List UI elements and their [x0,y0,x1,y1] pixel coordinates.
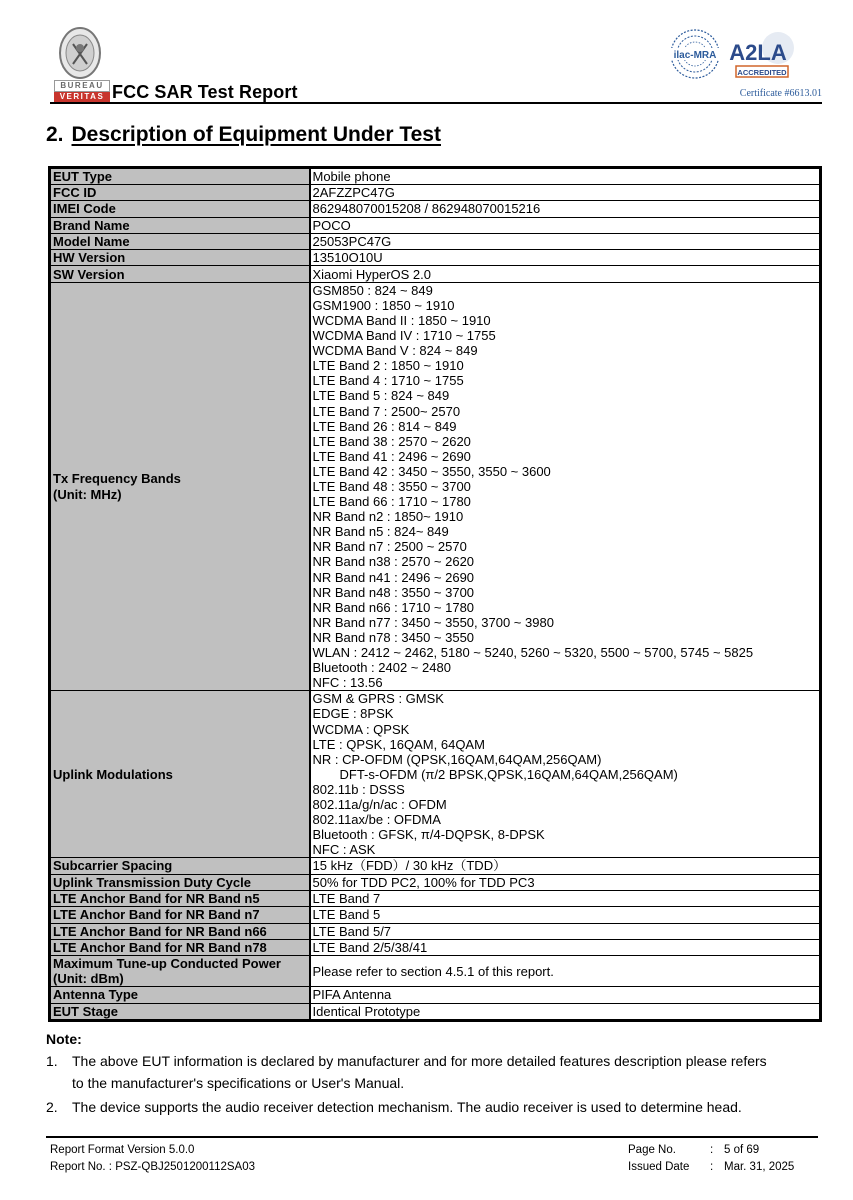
tx-band-line: LTE Band 66 : 1710 ~ 1780 [312,494,471,510]
tx-band-line: GSM1900 : 1850 ~ 1910 [312,297,455,313]
modulation-line: GSM & GPRS : GMSK [312,691,444,707]
issued-date-row [628,1159,794,1176]
row-label: Subcarrier Spacing [50,858,310,874]
row-label: Antenna Type [50,987,310,1003]
table-row [50,858,821,874]
table-row [50,233,821,249]
table-row-tx-bands [50,282,821,691]
tx-band-line: NFC : 13.56 [312,675,383,691]
note-text-continued: to the manufacturer's specifications or User's Manual. [72,1075,405,1091]
date-label: Issued Date [628,1161,690,1173]
table-row [50,217,821,233]
row-label [50,282,310,691]
section-heading [46,123,441,147]
row-label [50,956,310,987]
max-power-unit: (Unit: dBm) [53,971,124,987]
table-row-max-power [50,956,821,987]
table-row [50,168,821,185]
tx-band-line: NR Band n66 : 1710 ~ 1780 [312,599,475,615]
logo-top-word: BUREAU [54,80,110,92]
row-label: IMEI Code [50,201,310,217]
tx-band-line: Bluetooth : 2402 ~ 2480 [312,660,451,676]
modulation-line: 802.11b : DSSS [312,781,405,797]
a2la-accredited-logo-icon [728,30,794,80]
tx-bands-label: Tx Frequency Bands [53,471,181,487]
note-heading: Note: [46,1031,82,1047]
row-value: Please refer to section 4.5.1 of this report. [310,956,821,987]
page-label: Page No. [628,1144,676,1156]
row-label: LTE Anchor Band for NR Band n66 [50,923,310,939]
modulation-line: 802.11ax/be : OFDMA [312,812,441,828]
tx-band-line: LTE Band 48 : 3550 ~ 3700 [312,479,471,494]
row-label: LTE Anchor Band for NR Band n5 [50,890,310,906]
row-label: HW Version [50,250,310,266]
bureau-veritas-wordmark [54,80,110,102]
modulation-line: EDGE : 8PSK [312,706,394,722]
tx-band-line: NR Band n38 : 2570 ~ 2620 [312,554,475,570]
table-row [50,874,821,890]
note-number: 1. [46,1053,58,1069]
tx-band-line: WCDMA Band V : 824 ~ 849 [312,343,478,359]
row-value: 2AFZZPC47G [310,185,821,201]
section-title: Description of Equipment Under Test [71,123,441,146]
row-value: Mobile phone [310,168,821,185]
row-label: SW Version [50,266,310,282]
row-label: Brand Name [50,217,310,233]
page-number-row [628,1142,794,1159]
row-label: LTE Anchor Band for NR Band n7 [50,907,310,923]
tx-band-line: NR Band n41 : 2496 ~ 2690 [312,569,475,585]
table-row [50,185,821,201]
uplink-values [310,691,821,858]
table-row [50,907,821,923]
footer-left [50,1142,255,1176]
tx-band-line: LTE Band 7 : 2500~ 2570 [312,403,461,419]
tx-band-line: GSM850 : 824 ~ 849 [312,282,433,298]
row-value: LTE Band 5 [310,907,821,923]
tx-band-line: LTE Band 2 : 1850 ~ 1910 [312,358,464,374]
row-value: 50% for TDD PC2, 100% for TDD PC3 [310,874,821,890]
tx-band-line: NR Band n48 : 3550 ~ 3700 [312,584,475,600]
ilac-mra-logo-icon [667,28,723,80]
table-row [50,201,821,217]
bureau-veritas-seal-icon [58,26,102,80]
separator: : [710,1161,714,1173]
row-value: LTE Band 2/5/38/41 [310,939,821,955]
eut-description-table [48,166,822,1022]
row-label: EUT Stage [50,1003,310,1020]
row-value: 25053PC47G [310,233,821,249]
modulation-line: NR : CP-OFDM (QPSK,16QAM,64QAM,256QAM) [312,751,602,767]
table-row [50,266,821,282]
tx-band-line: WCDMA Band II : 1850 ~ 1910 [312,312,491,328]
row-value: LTE Band 5/7 [310,923,821,939]
tx-band-line: NR Band n7 : 2500 ~ 2570 [312,539,467,555]
tx-band-line: WCDMA Band IV : 1710 ~ 1755 [312,328,496,344]
row-value: LTE Band 7 [310,890,821,906]
row-label: FCC ID [50,185,310,201]
table-row [50,923,821,939]
report-title: FCC SAR Test Report [112,82,298,102]
modulation-line: 802.11a/g/n/ac : OFDM [312,796,447,812]
modulation-line: LTE : QPSK, 16QAM, 64QAM [312,736,485,752]
row-value: Identical Prototype [310,1003,821,1020]
date-value: Mar. 31, 2025 [724,1161,795,1173]
note-text: The device supports the audio receiver detection mechanism. The audio receiver is used to determine head. [72,1099,742,1115]
report-number: Report No. : PSZ-QBJ2501200112SA03 [50,1161,255,1173]
tx-band-line: WLAN : 2412 ~ 2462, 5180 ~ 5240, 5260 ~ 5320, 5500 ~ 5700, 5745 ~ 5825 [312,645,754,661]
row-value: 15 kHz（FDD）/ 30 kHz（TDD） [310,858,821,874]
page-value: 5 of 69 [724,1144,760,1156]
footer-rule [46,1136,818,1138]
note-number: 2. [46,1099,58,1115]
note-item [46,1096,821,1118]
report-format-version: Report Format Version 5.0.0 [50,1144,195,1156]
tx-band-line: NR Band n2 : 1850~ 1910 [312,509,464,525]
a2la-label: A2LA [729,40,787,65]
page-header [50,24,822,104]
tx-band-line: LTE Band 41 : 2496 ~ 2690 [312,448,471,464]
modulation-line: DFT-s-OFDM (π/2 BPSK,QPSK,16QAM,64QAM,256QAM) [339,766,678,782]
modulation-line: NFC : ASK [312,842,376,858]
tx-band-line: LTE Band 5 : 824 ~ 849 [312,388,450,404]
row-label: LTE Anchor Band for NR Band n78 [50,939,310,955]
ilac-label: ilac-MRA [673,50,717,61]
tx-band-line: LTE Band 4 : 1710 ~ 1755 [312,373,464,389]
tx-band-line: LTE Band 38 : 2570 ~ 2620 [312,433,471,449]
row-value: 13510O10U [310,250,821,266]
row-value: POCO [310,217,821,233]
tx-band-line: LTE Band 26 : 814 ~ 849 [312,418,457,434]
note-item [46,1050,821,1094]
row-label: Model Name [50,233,310,249]
row-value: 862948070015208 / 862948070015216 [310,201,821,217]
row-value: PIFA Antenna [310,987,821,1003]
tx-bands-values [310,282,821,691]
modulation-line: WCDMA : QPSK [312,721,410,737]
modulation-line: Bluetooth : GFSK, π/4-DQPSK, 8-DPSK [312,827,545,843]
tx-band-line: NR Band n5 : 824~ 849 [312,524,449,540]
logo-bottom-word: VERITAS [54,92,110,102]
tx-band-line: NR Band n77 : 3450 ~ 3550, 3700 ~ 3980 [312,614,554,630]
row-value: Xiaomi HyperOS 2.0 [310,266,821,282]
tx-band-line: LTE Band 42 : 3450 ~ 3550, 3550 ~ 3600 [312,463,551,479]
table-row [50,890,821,906]
footer-right [628,1142,794,1176]
a2la-badge: ACCREDITED [737,68,787,77]
certificate-number: Certificate #6613.01 [739,88,822,99]
row-label: EUT Type [50,168,310,185]
max-power-label: Maximum Tune-up Conducted Power [53,956,281,972]
tx-band-line: NR Band n78 : 3450 ~ 3550 [312,629,475,645]
table-row [50,1003,821,1020]
note-text: The above EUT information is declared by manufacturer and for more detailed features description please refers [72,1053,767,1069]
row-label: Uplink Modulations [50,691,310,858]
table-row [50,939,821,955]
table-row [50,250,821,266]
table-row [50,987,821,1003]
row-label: Uplink Transmission Duty Cycle [50,874,310,890]
header-rule [50,102,822,104]
tx-bands-unit: (Unit: MHz) [53,486,122,502]
separator: : [710,1144,714,1156]
table-row-uplink [50,691,821,858]
section-number: 2. [46,123,64,146]
